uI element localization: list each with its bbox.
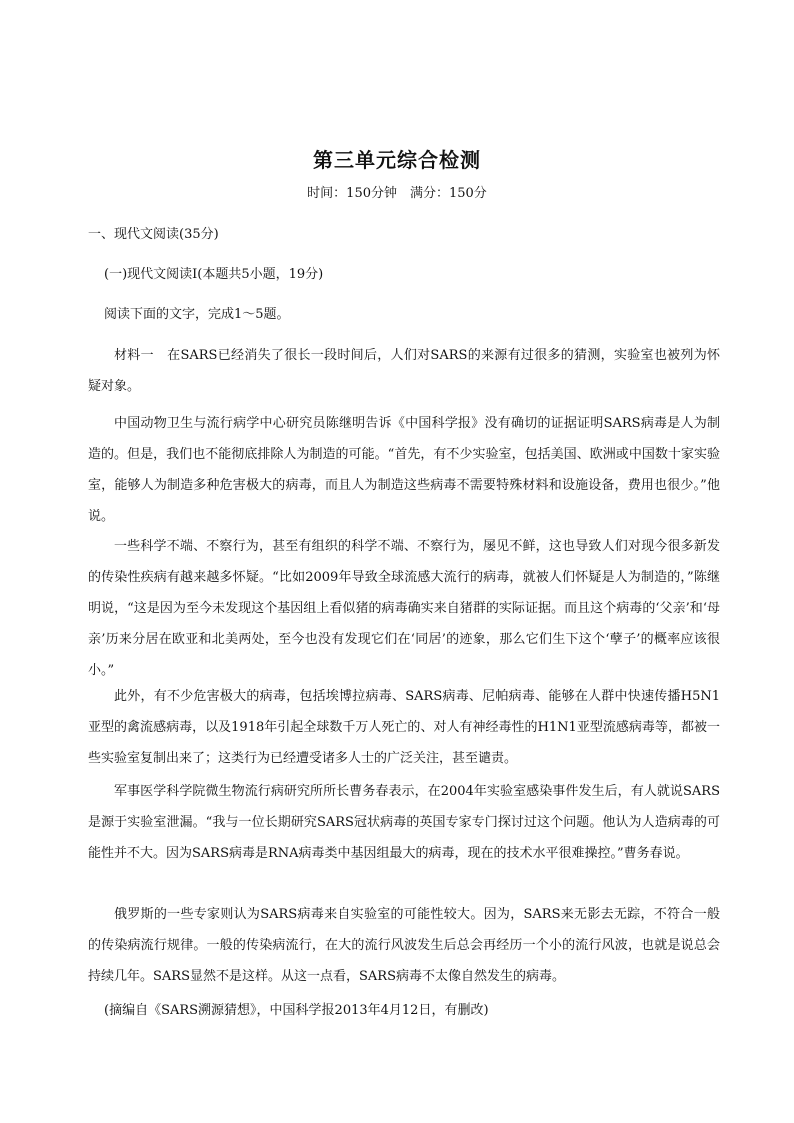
reading-instruction: 阅读下面的文字，完成1～5题。 <box>104 307 290 322</box>
paragraph-5: 军事医学科学院微生物流行病研究所所长曹务春表示，在2004年实验室感染事件发生后，有人就说SARS是源于实验室泄漏。“我与一位长期研究SARS冠状病毒的英国专家专门探讨过这个问题。他认为人造病毒的可能性并不大。因为SARS病毒是RNA病毒类中基因组最大的病毒，现在的技术水平很难操控。”曹务春说。 <box>88 784 720 861</box>
exam-time-score: 时间：150分钟 满分：150分 <box>307 186 487 201</box>
paragraph-1: 材料一 在SARS已经消失了很长一段时间后，人们对SARS的来源有过很多的猜测，实验室也被列为怀疑对象。 <box>88 348 720 394</box>
paragraph-2: 中国动物卫生与流行病学中心研究员陈继明告诉《中国科学报》没有确切的证据证明SARS病毒是人为制造的。但是，我们也不能彻底排除人为制造的可能。“首先，有不少实验室，包括美国、欧洲或中国数十家实验室，能够人为制造多种危害极大的病毒，而且人为制造这些病毒不需要特殊材料和设施设备，费用也很少。”他说。 <box>88 416 720 524</box>
paragraph-6: 俄罗斯的一些专家则认为SARS病毒来自实验室的可能性较大。因为，SARS来无影去无踪，不符合一般的传染病流行规律。一般的传染病流行，在大的流行风波发生后总会再经历一个小的流行风波，也就是说总会持续几年。SARS显然不是这样。从这一点看，SARS病毒不太像自然发生的病毒。 <box>88 907 720 984</box>
source-citation: (摘编自《SARS溯源猜想》，中国科学报2013年4月12日，有删改) <box>104 1003 489 1018</box>
paragraph-4: 此外，有不少危害极大的病毒，包括埃博拉病毒、SARS病毒、尼帕病毒、能够在人群中快速传播H5N1亚型的禽流感病毒，以及1918年引起全球数千万人死亡的、对人有神经毒性的H1N1亚型流感病毒等，都被一些实验室复制出来了；这类行为已经遭受诸多人士的广泛关注，甚至谴责。 <box>88 689 720 766</box>
paragraph-3: 一些科学不端、不察行为，甚至有组织的科学不端、不察行为，屡见不鲜，这也导致人们对现今很多新发的传染性疾病有越来越多怀疑。“比如2009年导致全球流感大流行的病毒，就被人们怀疑是人为制造的，”陈继明说，“这是因为至今未发现这个基因组上看似猪的病毒确实来自猪群的实际证据。而且这个病毒的‘父亲’和‘母亲’历来分居在欧亚和北美两处，至今也没有发现它们在‘同居’的迹象，那么它们生下这个‘孽子’的概率应该很小。” <box>88 539 720 678</box>
subsection-heading: (一)现代文阅读Ⅰ(本题共5小题，19分) <box>104 267 324 282</box>
section-heading: 一、现代文阅读(35分) <box>88 227 219 242</box>
document-title: 第三单元综合检测 <box>313 148 481 172</box>
